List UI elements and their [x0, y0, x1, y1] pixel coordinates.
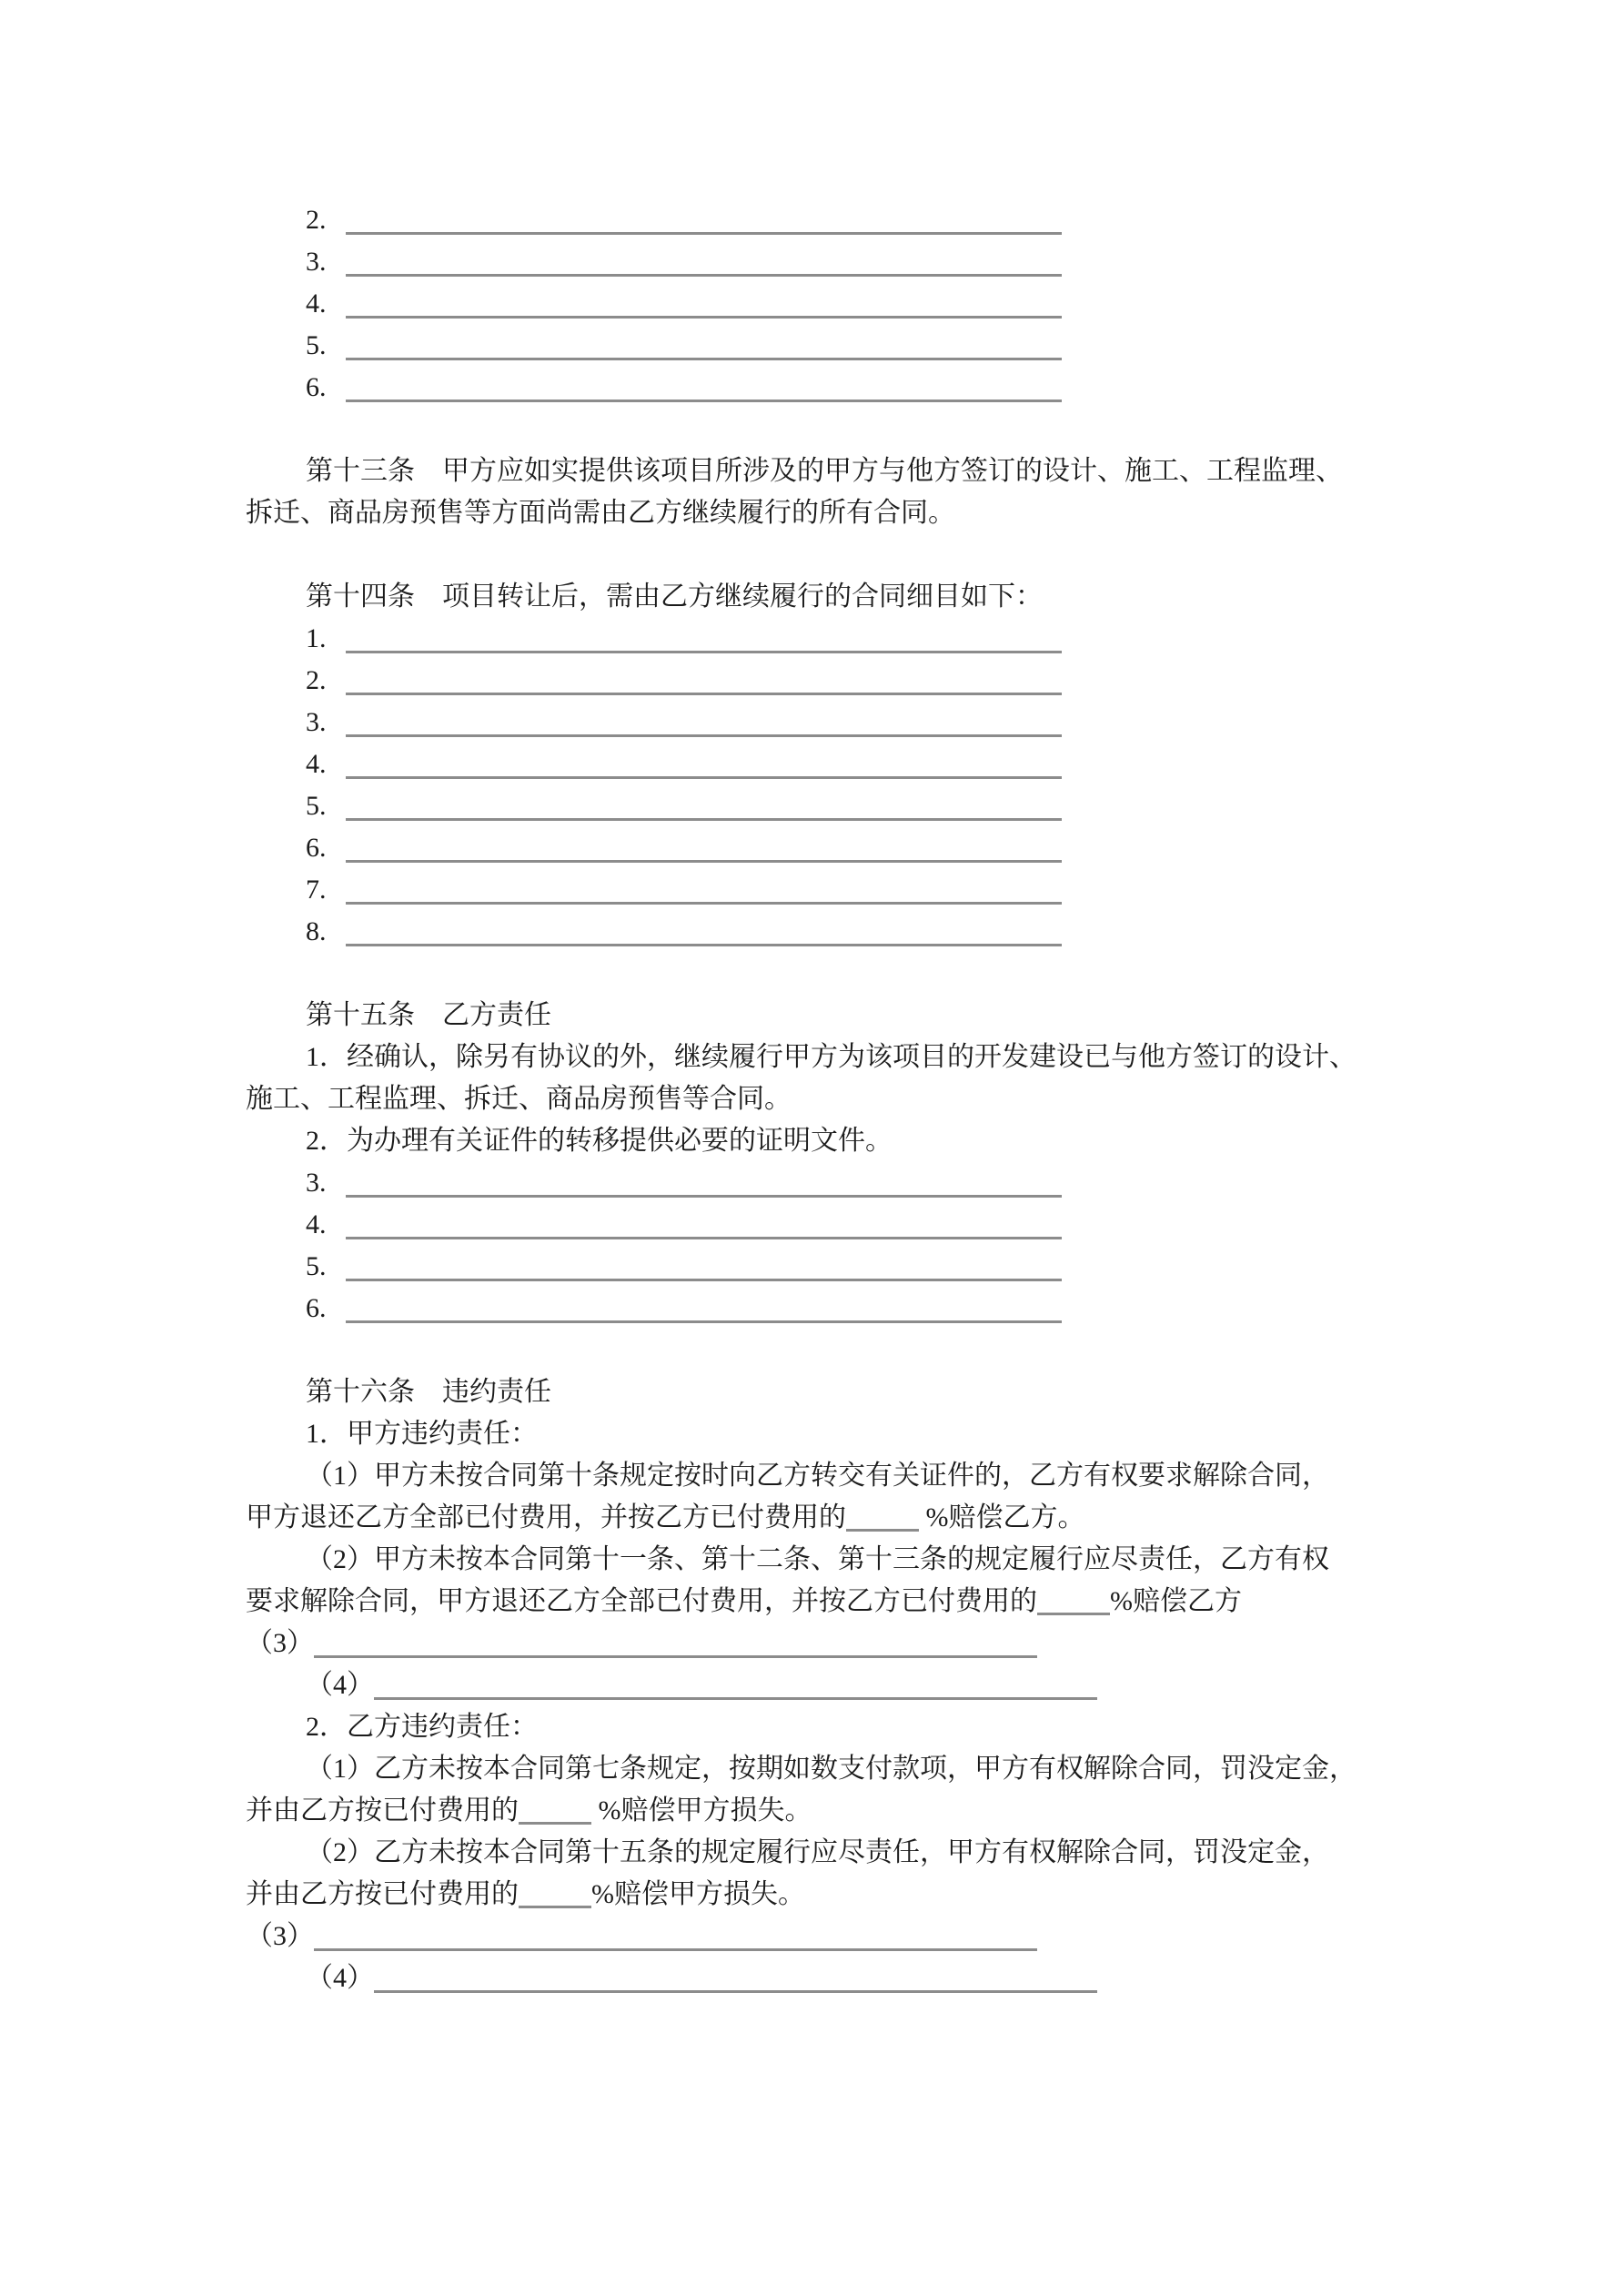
article-13-line-2: 拆迁、商品房预售等方面尚需由乙方继续履行的所有合同。: [246, 498, 955, 528]
fill-in-blank-line: [346, 288, 1062, 319]
fill-in-blank-line: [346, 330, 1062, 360]
fill-in-blank-line: [346, 1251, 1062, 1281]
article-16-b2-line-2: [246, 1874, 1506, 1916]
article-16-b4-blank-item: [246, 1957, 1506, 1999]
fill-in-blank-line: [346, 875, 1062, 905]
fill-in-blank-line: [346, 1209, 1062, 1239]
list-item-number: 4.: [306, 1209, 327, 1239]
blank-list-item: [246, 199, 1506, 241]
blank-line-spacer: [246, 1330, 1506, 1371]
article-16-b3-blank-item: [246, 1916, 1506, 1957]
clause-text: %赔偿乙方: [1110, 1586, 1242, 1616]
blank-line-spacer: [246, 953, 1506, 995]
clause-text: %赔偿乙方。: [919, 1502, 1085, 1532]
fill-in-blank-line: [346, 623, 1062, 653]
list-item-number: 5.: [306, 1251, 327, 1281]
blank-list-item: [246, 702, 1506, 743]
blank-list-item: [246, 869, 1506, 911]
list-item-number: （4）: [306, 1963, 374, 1993]
article-16-a2-line-1: （2）甲方未按本合同第十一条、第十二条、第十三条的规定履行应尽责任，乙方有权: [306, 1544, 1329, 1574]
list-item-number: 3.: [306, 247, 327, 277]
fill-in-blank-line: [346, 707, 1062, 737]
fill-in-blank-line: [314, 1628, 1037, 1658]
article-15-clause-1-line-2: 施工、工程监理、拆迁、商品房预售等合同。: [246, 1084, 792, 1114]
article-16-heading: 第十六条 违约责任: [306, 1377, 551, 1407]
list-item-number: 1.: [306, 623, 327, 653]
article-16-b2-line-1: （2）乙方未按本合同第十五条的规定履行应尽责任，甲方有权解除合同，罚没定金，: [306, 1837, 1329, 1867]
fill-in-blank-line: [346, 205, 1062, 235]
fill-in-blank-line: [346, 1293, 1062, 1323]
fill-in-blank-line: [314, 1921, 1037, 1951]
blank-list-item: [246, 827, 1506, 869]
list-item-number: 8.: [306, 916, 327, 946]
blank-list-item: [246, 743, 1506, 785]
fill-in-blank-inline: [519, 1800, 591, 1825]
blank-line-spacer: [246, 534, 1506, 576]
article-16-a4-blank-item: [246, 1664, 1506, 1706]
blank-list-item: [246, 785, 1506, 827]
list-item-number: 4.: [306, 288, 327, 319]
list-item-number: 5.: [306, 791, 327, 821]
article-16-a3-blank-item: [246, 1623, 1506, 1664]
blank-list-item: [246, 911, 1506, 953]
fill-in-blank-line: [346, 247, 1062, 277]
article-16-a1-line-2: [246, 1497, 1506, 1539]
article-15-clause-2: 2．为办理有关证件的转移提供必要的证明文件。: [306, 1126, 893, 1156]
blank-list-item: [246, 367, 1506, 409]
blank-list-item: [246, 1162, 1506, 1204]
article-16-party-a-heading: 1．甲方违约责任：: [306, 1419, 538, 1449]
blank-list-item: [246, 660, 1506, 702]
list-item-number: 5.: [306, 330, 327, 360]
clause-text: 要求解除合同，甲方退还乙方全部已付费用，并按乙方已付费用的: [246, 1586, 1037, 1616]
article-16-a2-line-2: [246, 1581, 1506, 1623]
fill-in-blank-line: [374, 1963, 1097, 1993]
article-14-heading: 第十四条 项目转让后，需由乙方继续履行的合同细目如下：: [306, 582, 1043, 612]
blank-list-item: [246, 241, 1506, 283]
blank-list-item: [246, 283, 1506, 325]
clause-text: 并由乙方按已付费用的: [246, 1795, 519, 1826]
blank-list-item: [246, 1288, 1506, 1330]
list-item-number: （4）: [306, 1670, 374, 1700]
article-16-b1-line-1: （1）乙方未按本合同第七条规定，按期如数支付款项，甲方有权解除合同，罚没定金，: [306, 1754, 1357, 1784]
list-item-number: 6.: [306, 833, 327, 863]
fill-in-blank-line: [346, 833, 1062, 863]
list-item-number: （3）: [246, 1628, 314, 1658]
fill-in-blank-line: [346, 749, 1062, 779]
list-item-number: 7.: [306, 875, 327, 905]
fill-in-blank-line: [346, 665, 1062, 695]
fill-in-blank-line: [346, 1168, 1062, 1198]
list-item-number: 6.: [306, 372, 327, 402]
list-item-number: 6.: [306, 1293, 327, 1323]
clause-text: 并由乙方按已付费用的: [246, 1879, 519, 1909]
article-13-line-1: 第十三条 甲方应如实提供该项目所涉及的甲方与他方签订的设计、施工、工程监理、: [306, 456, 1343, 486]
blank-list-item: [246, 1204, 1506, 1246]
article-16-b1-line-2: [246, 1790, 1506, 1832]
article-15-clause-1-line-1: 1．经确认，除另有协议的外，继续履行甲方为该项目的开发建设已与他方签订的设计、: [306, 1042, 1357, 1072]
clause-text: 甲方退还乙方全部已付费用，并按乙方已付费用的: [246, 1502, 846, 1532]
blank-list-item: [246, 1246, 1506, 1288]
fill-in-blank-line: [346, 372, 1062, 402]
blank-list-item: [246, 618, 1506, 660]
article-16-party-b-heading: 2．乙方违约责任：: [306, 1712, 538, 1742]
clause-text: %赔偿甲方损失。: [591, 1879, 805, 1909]
fill-in-blank-inline: [519, 1884, 591, 1908]
article-16-a1-line-1: （1）甲方未按合同第十条规定按时向乙方转交有关证件的，乙方有权要求解除合同，: [306, 1461, 1329, 1491]
list-item-number: 2.: [306, 665, 327, 695]
list-item-number: 3.: [306, 1168, 327, 1198]
fill-in-blank-line: [346, 916, 1062, 946]
fill-in-blank-inline: [846, 1507, 919, 1532]
fill-in-blank-line: [346, 791, 1062, 821]
list-item-number: 4.: [306, 749, 327, 779]
fill-in-blank-line: [374, 1670, 1097, 1700]
blank-list-item: [246, 325, 1506, 367]
list-item-number: 3.: [306, 707, 327, 737]
list-item-number: 2.: [306, 205, 327, 235]
list-item-number: （3）: [246, 1921, 314, 1951]
fill-in-blank-inline: [1037, 1591, 1110, 1615]
clause-text: %赔偿甲方损失。: [591, 1795, 812, 1826]
blank-line-spacer: [246, 409, 1506, 450]
article-15-heading: 第十五条 乙方责任: [306, 1000, 551, 1030]
